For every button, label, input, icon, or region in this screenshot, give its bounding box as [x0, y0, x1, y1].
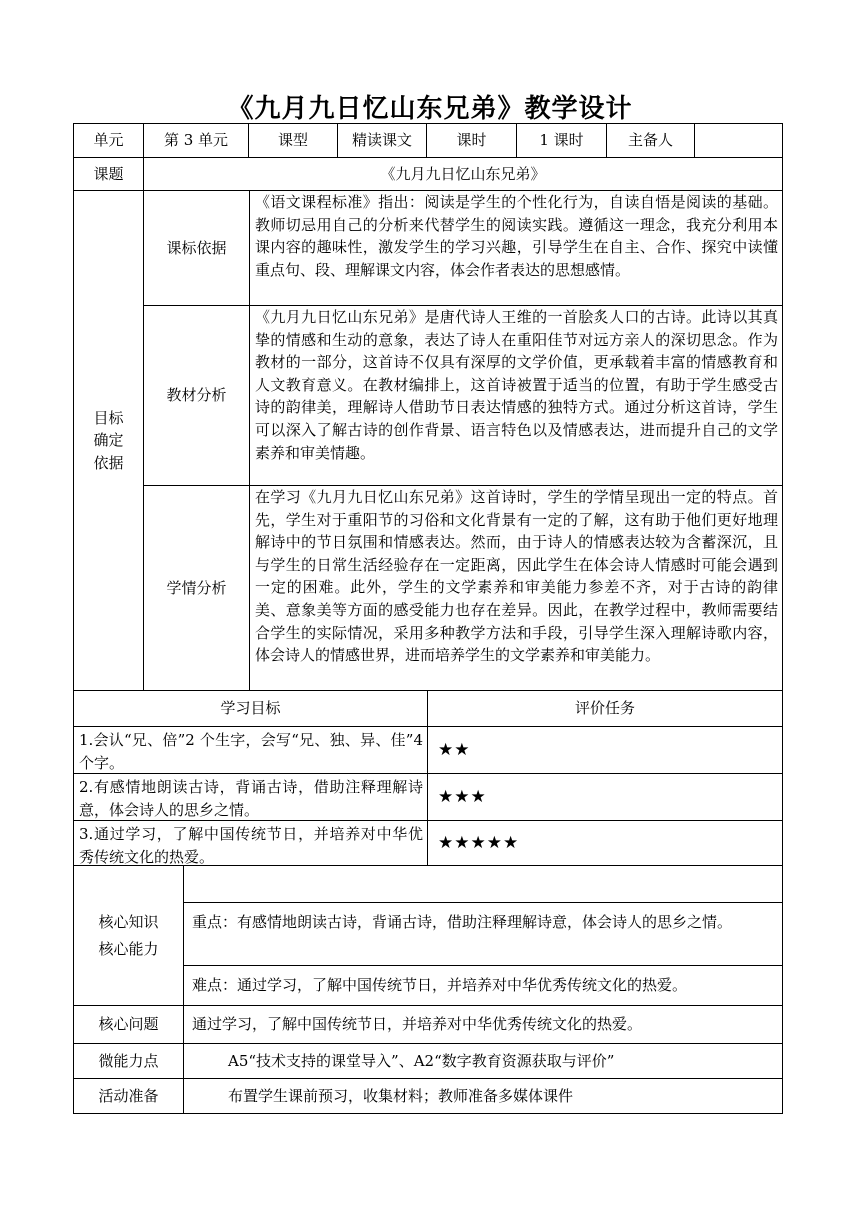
goal-row-3: 3.通过学习，了解中国传统节日，并培养对中华优秀传统文化的热爱。: [73, 820, 428, 866]
goal-row-2: 2.有感情地朗读古诗，背诵古诗，借助注释理解诗意，体会诗人的思乡之情。: [73, 773, 428, 821]
basis-label: 目标 确定 依据: [73, 190, 144, 691]
core-question-label: 核心问题: [73, 1005, 184, 1044]
unit-value: 第 3 单元: [143, 123, 249, 158]
learning-goals-header: 学习目标: [73, 690, 428, 727]
micro-ability-value: A5“技术支持的课堂导入”、A2“数字教育资源获取与评价”: [183, 1043, 783, 1079]
unit-label: 单元: [73, 123, 144, 158]
core-question-value: 通过学习，了解中国传统节日，并培养对中华优秀传统文化的热爱。: [183, 1005, 783, 1044]
preparer-value: [694, 123, 783, 158]
material-analysis-text: 《九月九日忆山东兄弟》是唐代诗人王维的一首脍炙人口的古诗。此诗以其真挚的情感和生动的意象，表达了诗人在重阳佳节对远方亲人的深切思念。作为教材的一部分，这首诗不仅具有深厚的文学价值，更承载着丰富的情感教育和人文教育意义。在教材编排上，这首诗被置于适当的位置，有助于学生感受古诗的韵律美，理解诗人借助节日表达情感的独特方式。通过分析这首诗，学生可以深入了解古诗的创作背景、语言特色以及情感表达，进而提升自己的文学素养和审美情趣。: [249, 305, 783, 486]
difficulty-text: 难点：通过学习，了解中国传统节日，并培养对中华优秀传统文化的热爱。: [183, 965, 783, 1006]
core-knowledge-label: 核心知识 核心能力: [73, 865, 184, 1006]
goal-row-2-rating: ★★★: [427, 773, 783, 821]
document-title: 《九月九日忆山东兄弟》教学设计: [227, 94, 633, 124]
curriculum-basis-text: 《语文课程标准》指出：阅读是学生的个性化行为，自读自悟是阅读的基础。教师切忌用自己的分析来代替学生的阅读实践。遵循这一理念，我充分利用本课内容的趣味性，激发学生的学习兴趣，引导学生在自主、合作、探究中读懂重点句、段、理解课文内容，体会作者表达的思想感情。: [249, 190, 783, 306]
goal-row-1-rating: ★★: [427, 726, 783, 774]
evaluation-tasks-header: 评价任务: [427, 690, 783, 727]
activity-prep-label: 活动准备: [73, 1078, 184, 1114]
lesson-type-label: 课型: [248, 123, 338, 158]
activity-prep-value: 布置学生课前预习，收集材料；教师准备多媒体课件: [183, 1078, 783, 1114]
student-analysis-label: 学情分析: [143, 485, 250, 691]
preparer-label: 主备人: [606, 123, 695, 158]
class-hours-value: 1 课时: [516, 123, 607, 158]
curriculum-basis-label: 课标依据: [143, 190, 250, 306]
class-hours-label: 课时: [426, 123, 517, 158]
goal-row-1: 1.会认“兄、倍”2 个生字，会写“兄、独、异、佳”4 个字。: [73, 726, 428, 774]
student-analysis-text: 在学习《九月九日忆山东兄弟》这首诗时，学生的学情呈现出一定的特点。首先，学生对于重阳节的习俗和文化背景有一定的了解，这有助于他们更好地理解诗中的节日氛围和情感表达。然而，由于诗人的情感表达较为含蓄深沉，且与学生的日常生活经验存在一定距离，因此学生在体会诗人情感时可能会遇到一定的困难。此外，学生的文学素养和审美能力参差不齐，对于古诗的韵律美、意象美等方面的感受能力也存在差异。因此，在教学过程中，教师需要结合学生的实际情况，采用多种教学方法和手段，引导学生深入理解诗歌内容，体会诗人的情感世界，进而培养学生的文学素养和审美能力。: [249, 485, 783, 691]
goal-row-3-rating: ★★★★★: [427, 820, 783, 866]
topic-label: 课题: [73, 157, 144, 191]
topic-value: 《九月九日忆山东兄弟》: [143, 157, 783, 191]
core-empty-row: [183, 865, 783, 903]
material-analysis-label: 教材分析: [143, 305, 250, 486]
key-point-text: 重点：有感情地朗读古诗，背诵古诗，借助注释理解诗意，体会诗人的思乡之情。: [183, 902, 783, 966]
lesson-type-value: 精读课文: [337, 123, 427, 158]
micro-ability-label: 微能力点: [73, 1043, 184, 1079]
